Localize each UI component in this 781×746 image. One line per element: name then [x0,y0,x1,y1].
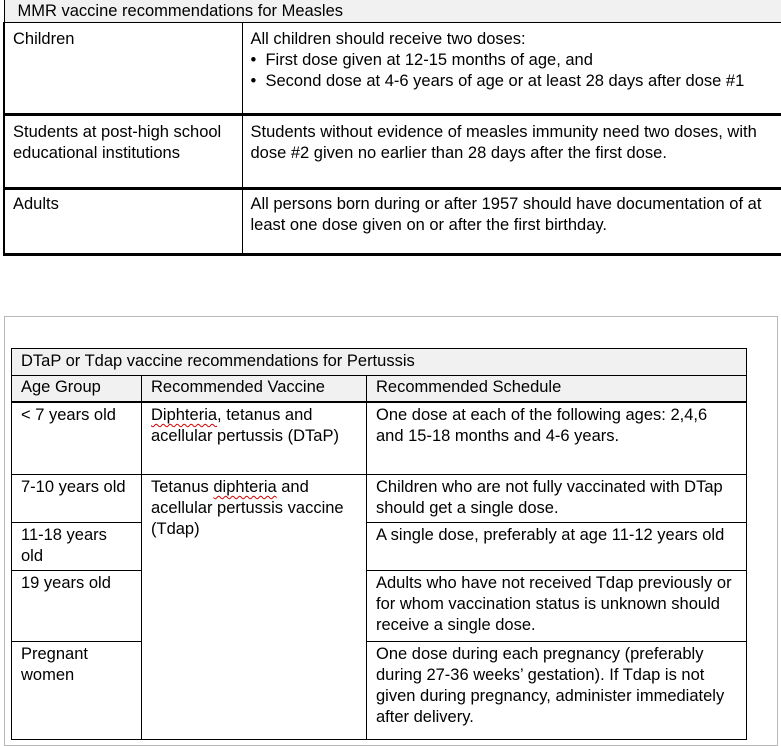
age-group-cell: < 7 years old [12,402,142,475]
mmr-children-bullet: • Second dose at 4-6 years of age or at least 28 days after dose #1 [251,71,781,92]
mmr-table [3,0,781,256]
table-row [4,115,781,189]
table-row [4,189,781,255]
schedule-cell: Children who are not fully vaccinated with DTap should get a single dose. [367,475,747,523]
table-row [12,402,747,475]
mmr-group-adults: Adults [4,189,242,255]
table-row [12,571,747,642]
dtap-header-row [12,376,747,403]
dtap-title: DTaP or Tdap vaccine recommendations for Pertussis [12,349,747,376]
column-header-schedule: Recommended Schedule [367,376,747,403]
mmr-title: MMR vaccine recommendations for Measles [4,0,781,23]
vaccine-cell-dtap [142,402,367,475]
mmr-children-line: All children should receive two doses: [250,30,526,48]
spellcheck-word: diphteria [213,478,277,496]
mmr-recommendation-students: Students without evidence of measles immunity need two doses, with dose #2 given no earlier than 28 days after the first dose. [242,115,781,189]
schedule-cell: A single dose, preferably at age 11-12 years old [367,523,747,571]
dtap-title-row [12,349,747,376]
column-header-vaccine: Recommended Vaccine [142,376,367,403]
mmr-title-row [4,0,781,23]
mmr-recommendation-children [242,23,781,115]
schedule-cell: One dose during each pregnancy (preferably during 27-36 weeks’ gestation). If Tdap is not given during pregnancy, administer immediately after delivery. [367,642,747,740]
spellcheck-word: Diphteria [151,406,218,424]
table-row [12,642,747,740]
age-group-cell: Pregnant women [12,642,142,740]
table-row [12,475,747,523]
vaccine-text: , tetanus and acellular pertussis (DTaP) [151,406,339,445]
dtap-table [11,348,747,740]
mmr-children-bullet: • First dose given at 12-15 months of age, and [251,50,781,71]
schedule-cell: One dose at each of the following ages: 2,4,6 and 15-18 months and 4-6 years. [367,402,747,475]
age-group-cell: 19 years old [12,571,142,642]
mmr-recommendation-adults: All persons born during or after 1957 should have documentation of at least one dose given on or after the first birthday. [242,189,781,255]
mmr-group-students: Students at post-high school educational institutions [4,115,242,189]
age-group-cell: 7-10 years old [12,475,142,523]
vaccine-text: and acellular pertussis vaccine (Tdap) [151,478,344,538]
table-row [4,23,781,115]
mmr-group-children: Children [4,23,242,115]
age-group-cell: 11-18 years old [12,523,142,571]
table-row [12,523,747,571]
schedule-cell: Adults who have not received Tdap previously or for whom vaccination status is unknown should receive a single dose. [367,571,747,642]
vaccine-text: Tetanus [151,478,214,496]
column-header-age-group: Age Group [12,376,142,403]
vaccine-cell-tdap [142,475,367,740]
